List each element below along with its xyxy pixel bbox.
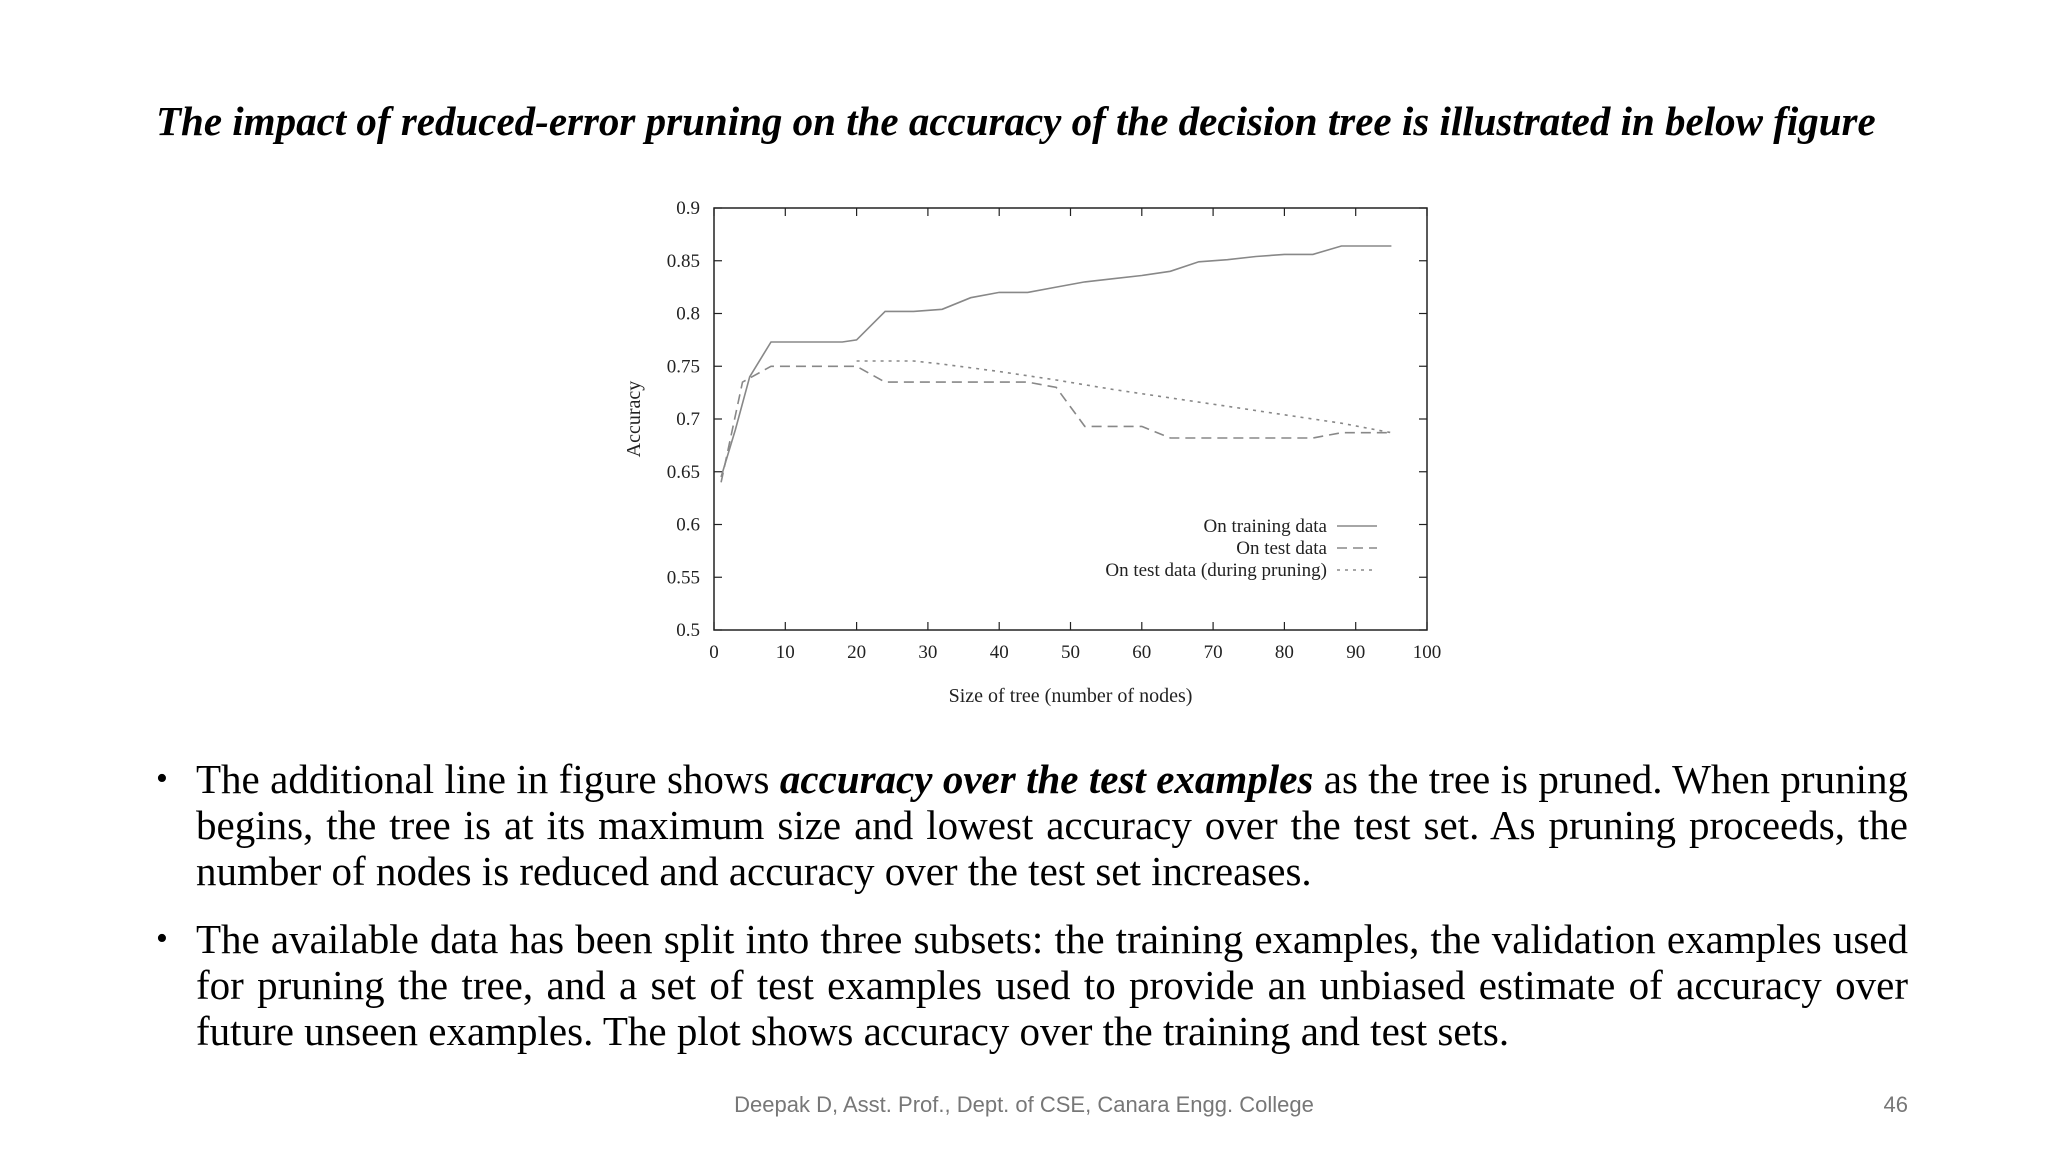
- x-tick-label: 100: [1412, 642, 1442, 663]
- x-tick-label: 20: [847, 642, 867, 663]
- y-tick-label: 0.55: [666, 567, 700, 589]
- legend-label: On test data (during pruning): [1105, 560, 1327, 581]
- bullet-text-pre: The additional line in figure shows: [196, 756, 780, 802]
- x-tick-label: 90: [1346, 642, 1366, 663]
- slide-footer: Deepak D, Asst. Prof., Dept. of CSE, Canara Engg. College: [734, 1092, 1314, 1117]
- x-tick-label: 30: [918, 642, 938, 663]
- bullet-item: [156, 756, 1908, 894]
- legend-label: On training data: [1203, 516, 1327, 537]
- bullet-item: [156, 916, 1908, 1054]
- x-tick-label: 10: [775, 642, 795, 663]
- bullet-symbol: •: [156, 920, 168, 957]
- y-tick-label: 0.5: [676, 620, 700, 641]
- y-tick-label: 0.65: [666, 461, 700, 483]
- y-tick-label: 0.6: [676, 514, 700, 536]
- series-line-dotted: [857, 361, 1392, 433]
- y-tick-label: 0.8: [676, 303, 700, 325]
- page-number: 46: [1883, 1092, 1908, 1117]
- axis-ticks: [667, 198, 1442, 663]
- x-tick-label: 70: [1203, 642, 1223, 663]
- x-tick-label: 40: [989, 642, 1009, 663]
- x-tick-label: 0: [709, 642, 719, 663]
- y-tick-label: 0.85: [666, 250, 700, 272]
- bullet-text-emphasis: accuracy over the test examples: [779, 756, 1314, 802]
- legend-label: On test data: [1236, 538, 1327, 559]
- x-tick-label: 50: [1061, 642, 1080, 663]
- y-tick-label: 0.7: [676, 409, 700, 430]
- slide-heading: The impact of reduced-error pruning on the accuracy of the decision tree is illustrated in below figure: [156, 98, 1876, 144]
- series-line-solid: [721, 246, 1391, 477]
- series-line-dashed: [721, 366, 1391, 482]
- x-tick-label: 60: [1132, 642, 1152, 663]
- x-axis-label: Size of tree (number of nodes): [948, 685, 1193, 707]
- bullet-list: [156, 756, 1908, 1076]
- legend: [1105, 516, 1377, 581]
- accuracy-chart: [600, 190, 1480, 730]
- bullet-text-post: as the tree is pruned. When pruning begins, the tree is at its maximum size and lowest accuracy over the test set. As pruning proceeds, the number of nodes is reduced and accuracy over the test set increases.: [196, 756, 1908, 894]
- accuracy-chart-svg: [600, 190, 1480, 730]
- y-tick-label: 0.75: [666, 356, 700, 378]
- bullet-text-pre: The available data has been split into three subsets: the training examples, the validation examples used for pruning the tree, and a set of test examples used to provide an unbiased estimate of accuracy over future unseen examples. The plot shows accuracy over the training and test sets.: [196, 916, 1908, 1054]
- y-axis-label: Accuracy: [623, 380, 645, 458]
- bullet-symbol: •: [156, 760, 168, 797]
- series-layer: [721, 246, 1391, 482]
- y-tick-label: 0.9: [676, 198, 700, 219]
- x-tick-label: 80: [1274, 642, 1294, 663]
